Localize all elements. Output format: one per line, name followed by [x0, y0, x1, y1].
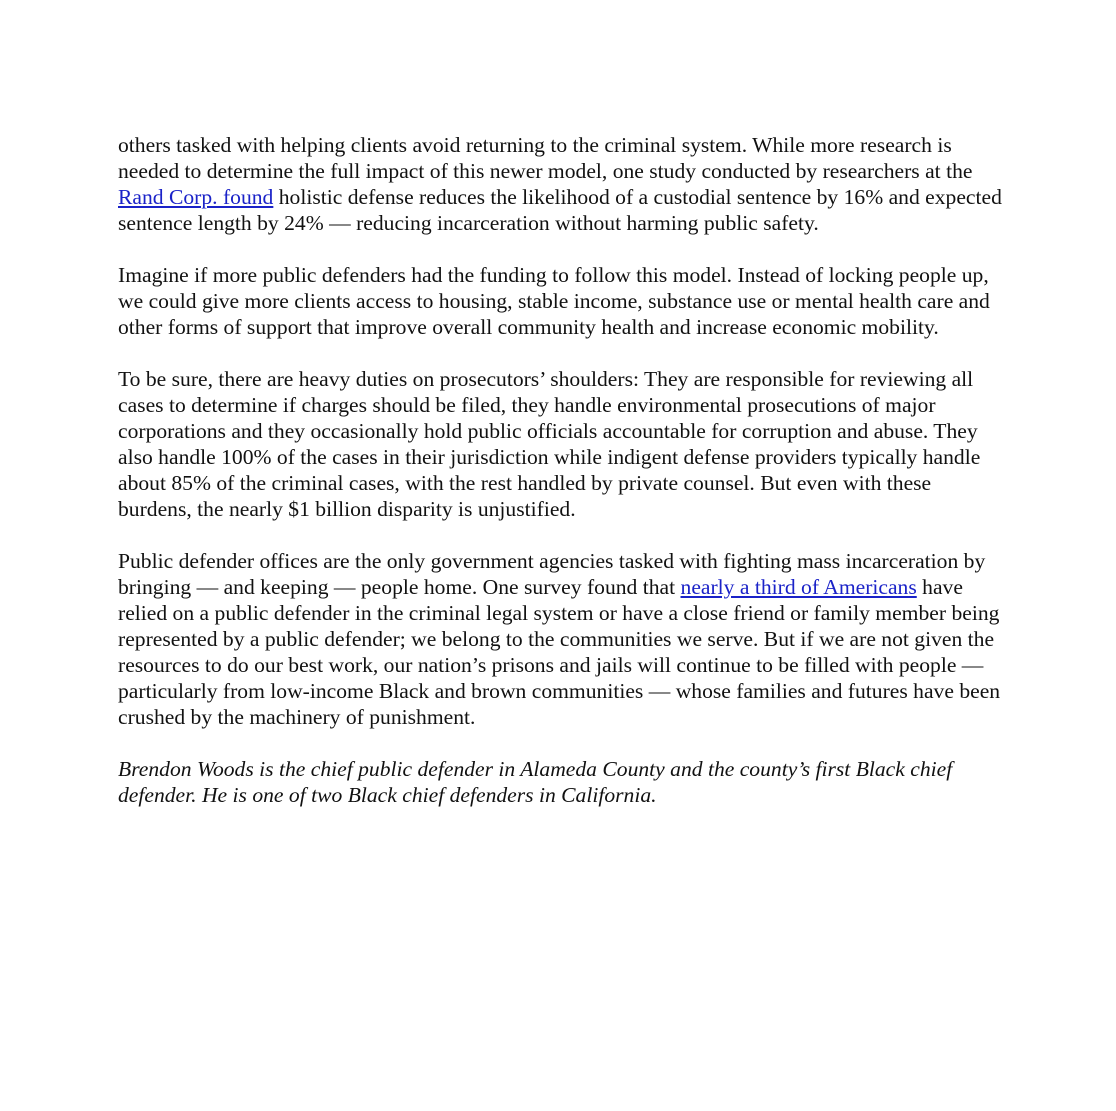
nearly-a-third-link[interactable]: nearly a third of Americans	[680, 575, 917, 599]
paragraph-4-text-end: have relied on a public defender in the criminal legal system or have a close friend or family member being represented by a public defender; we belong to the communities we serve. But if we are not given the resources to do our best work, our nation’s prisons and jails will continue to be filled with people — particularly from low-income Black and brown communities — whose families and futures have been crushed by the machinery of punishment.	[118, 575, 1001, 729]
document-page	[118, 132, 1008, 834]
paragraph-holistic-defense	[118, 132, 1008, 236]
paragraph-1-text-end: holistic defense reduces the likelihood of a custodial sentence by 16% and expected sentence length by 24% — reducing incarceration without harming public safety.	[118, 185, 1002, 235]
paragraph-funding: Imagine if more public defenders had the funding to follow this model. Instead of locking people up, we could give more clients access to housing, stable income, substance use or mental health care and other forms of support that improve overall community health and increase economic mobility.	[118, 263, 990, 339]
paragraph-public-defender-offices	[118, 548, 1008, 730]
author-bio: Brendon Woods is the chief public defender in Alameda County and the county’s first Black chief defender. He is one of two Black chief defenders in California.	[118, 757, 953, 807]
paragraph-prosecutors: To be sure, there are heavy duties on prosecutors’ shoulders: They are responsible for reviewing all cases to determine if charges should be filed, they handle environmental prosecutions of major corporations and they occasionally hold public officials accountable for corruption and abuse. They also handle 100% of the cases in their jurisdiction while indigent defense providers typically handle about 85% of the criminal cases, with the rest handled by private counsel. But even with these burdens, the nearly $1 billion disparity is unjustified.	[118, 367, 981, 521]
paragraph-4-text-start: Public defender offices are the only government agencies tasked with fighting mass incarceration by bringing — and keeping — people home. One survey found that	[118, 549, 986, 599]
rand-corp-link[interactable]: Rand Corp. found	[118, 185, 274, 209]
paragraph-1-text-start: others tasked with helping clients avoid returning to the criminal system. While more research is needed to determine the full impact of this newer model, one study conducted by researchers at the	[118, 133, 973, 183]
